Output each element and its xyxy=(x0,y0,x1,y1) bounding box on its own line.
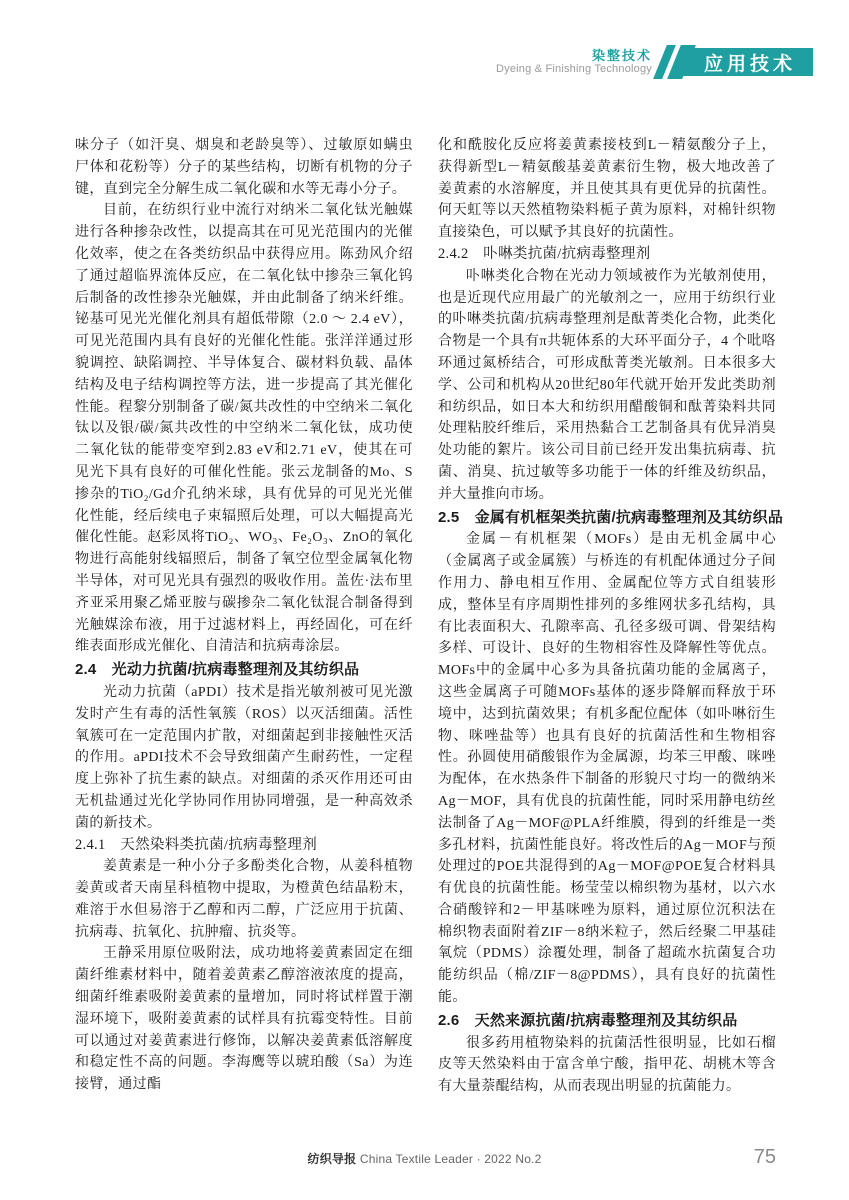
paragraph: 金属－有机框架（MOFs）是由无机金属中心（金属离子或金属簇）与桥连的有机配体通过分子间作用力、静电相互作用、金属配位等方式自组装形成，整体呈有序周期性排列的多维网状多孔结构，具有比表面积大、孔隙率高、孔径多级可调、骨架结构多样、可设计、良好的生物相容性及降解性等优点。MOFs中的金属中心多为具备抗菌功能的金属离子，这些金属离子可随MOFs基体的逐步降解而释放于环境中，达到抗菌效果；有机多配位配体（如卟啉衍生物、咪唑盐等）也具有良好的抗菌活性和生物相容性。孙圆使用硝酸银作为金属源，均苯三甲酸、咪唑为配体，在水热条件下制备的形貌尺寸均一的微纳米Ag－MOF，具有优良的抗菌性能，同时采用静电纺丝法制备了Ag－MOF@PLA纤维膜，得到的纤维是一类多孔材料，抗菌性能良好。将改性后的Ag－MOF与预处理过的POE共混得到的Ag－MOF@POE复合材料具有优良的抗菌性能。杨莹莹以棉织物为基材，以六水合硝酸锌和2－甲基咪唑为原料，通过原位沉积法在棉织物表面附着ZIF－8纳米粒子，然后经聚二甲基硅氧烷（PDMS）涂覆处理，制备了超疏水抗菌复合功能纺织品（棉/ZIF－8@PDMS），具有良好的抗菌性能。 xyxy=(438,532,776,1006)
section-heading: 2.4 光动力抗菌/抗病毒整理剂及其纺织品 xyxy=(75,661,360,679)
page-number: 75 xyxy=(753,1146,776,1168)
section-heading: 2.5 金属有机框架类抗菌/抗病毒整理剂及其纺织品 xyxy=(438,508,784,526)
paragraph: 很多药用植物染料的抗菌活性很明显，比如石榴皮等天然染料由于富含单宁酸，指甲花、胡桃木等含有大量萘醌结构，从而表现出明显的抗菌能力。 xyxy=(438,1035,776,1095)
page-footer xyxy=(0,1146,849,1172)
subsection-heading: 2.4.1 天然染料类抗菌/抗病毒整理剂 xyxy=(75,836,318,853)
section-title-en: Dyeing & Finishing Technology xyxy=(495,63,652,76)
article-body xyxy=(75,135,784,1098)
subsection-heading: 2.4.2 卟啉类抗菌/抗病毒整理剂 xyxy=(438,245,651,262)
footer-journal-line xyxy=(0,1150,849,1167)
section-badge: 应用技术 xyxy=(683,48,813,76)
section-title-cn: 染整技术 xyxy=(591,47,652,63)
paragraph: 王静采用原位吸附法，成功地将姜黄素固定在细菌纤维素材料中，随着姜黄素乙醇溶液浓度的提高，细菌纤维素吸附姜黄素的量增加，同时将试样置于潮湿环境下，吸附姜黄素的试样具有抗霉变特性。目前可以通过对姜黄素进行修饰，以解决姜黄素低溶解度和稳定性不高的问题。李海鹰等以琥珀酸（Sa）为连接臂，通过酯 xyxy=(75,946,413,1093)
page-header xyxy=(0,40,813,84)
paragraph: 姜黄素是一种小分子多酚类化合物，从姜科植物姜黄或者天南星科植物中提取，为橙黄色结晶粉末，难溶于水但易溶于乙醇和丙二醇，广泛应用于抗菌、抗病毒、抗氧化、抗肿瘤、抗炎等。 xyxy=(75,859,413,940)
paragraph: 味分子（如汗臭、烟臭和老龄臭等）、过敏原如螨虫尸体和花粉等）分子的某些结构，切断有机物的分子键，直到完全分解生成二氧化碳和水等无毒小分子。 xyxy=(75,138,413,197)
right-column xyxy=(438,135,784,1098)
left-column xyxy=(75,135,413,1098)
paragraph: 化和酰胺化反应将姜黄素接枝到L－精氨酸分子上，获得新型L－精氨酸基姜黄素衍生物，极大地改善了姜黄素的水溶解度，并且使其具有更优异的抗菌性。何天虹等以天然植物染料栀子黄为原料，对棉针织物直接染色，可以赋予其良好的抗菌性。 xyxy=(438,138,776,241)
journal-name: 纺织导报 xyxy=(307,1152,357,1166)
section-title-block xyxy=(496,49,652,75)
section-heading: 2.6 天然来源抗菌/抗病毒整理剂及其纺织品 xyxy=(438,1011,738,1029)
paragraph: 卟啉类化合物在光动力领域被作为光敏剂使用，也是近现代应用最广的光敏剂之一，应用于纺织行业的卟啉类抗菌/抗病毒整理剂是酞菁类化合物，此类化合物是一个具有π共轭体系的大环平面分子，4 个吡咯环通过氮桥结合，可形成酞菁类光敏剂。日本很多大学、公司和机构从20世纪80年代就开始开发此类助剂和纺织品，如日本大和纺织用醋酸铜和酞菁染料共同处理粘胶纤维后，采用热黏合工艺制备具有优异消臭处功能的絮片。该公司目前已经开发出集抗病毒、抗菌、消臭、抗过敏等多功能于一体的纤维及纺织品，并大量推向市场。 xyxy=(438,268,776,502)
journal-subtitle: China Textile Leader · 2022 No.2 xyxy=(356,1152,542,1166)
paragraph: 光动力抗菌（aPDI）技术是指光敏剂被可见光激发时产生有毒的活性氧簇（ROS）以灭活细菌。活性氧簇可在一定范围内扩散，对细菌起到非接触性灭活的作用。aPDI技术不会导致细菌产生耐药性，一定程度上弥补了抗生素的缺点。对细菌的杀灭作用还可由无机盐通过光化学协同作用协同增强，是一种高效杀菌的新技术。 xyxy=(75,684,413,831)
paragraph: 目前，在纺织行业中流行对纳米二氧化钛光触媒进行各种掺杂改性，以提高其在可见光范围内的光催化效率，使之在各类纺织品中获得应用。陈劲风介绍了通过超临界流体反应，在二氧化钛中掺杂三氧化钨后制备的改性掺杂光触媒，并由此制备了纳米纤维。铋基可见光光催化剂具有超低带隙（2.0 ～ 2.4 eV），可见光范围内具有良好的光催化性能。张洋洋通过形貌调控、缺陷调控、半导体复合、碳材料负载、晶体结构及电子结构调控等方法，进一步提高了其光催化性能。程黎分别制备了碳/氮共改性的中空纳米二氧化钛以及银/碳/氮共改性的中空纳米二氧化钛，成功使二氧化钛的能带变窄到2.83 eV和2.71 eV，使其在可见光下具有良好的可催化性能。张云龙制备的Mo、S掺杂的TiO₂/Gd介孔纳米球，具有优异的可见光光催化性能，经后续电子束辐照后处理，可以大幅提高光催化性能。赵彩凤将TiO₂、WO₃、Fe₂O₃、ZnO的氧化物进行高能射线辐照后，制备了氧空位型金属氧化物半导体，对可见光具有强烈的吸收作用。盖佐·法布里齐亚采用聚乙烯亚胺与碳掺杂二氧化钛混合制备得到光触媒涂布液，用于过滤材料上，再经固化，可在纤维表面形成光催化、自清洁和抗病毒涂层。 xyxy=(75,203,413,655)
